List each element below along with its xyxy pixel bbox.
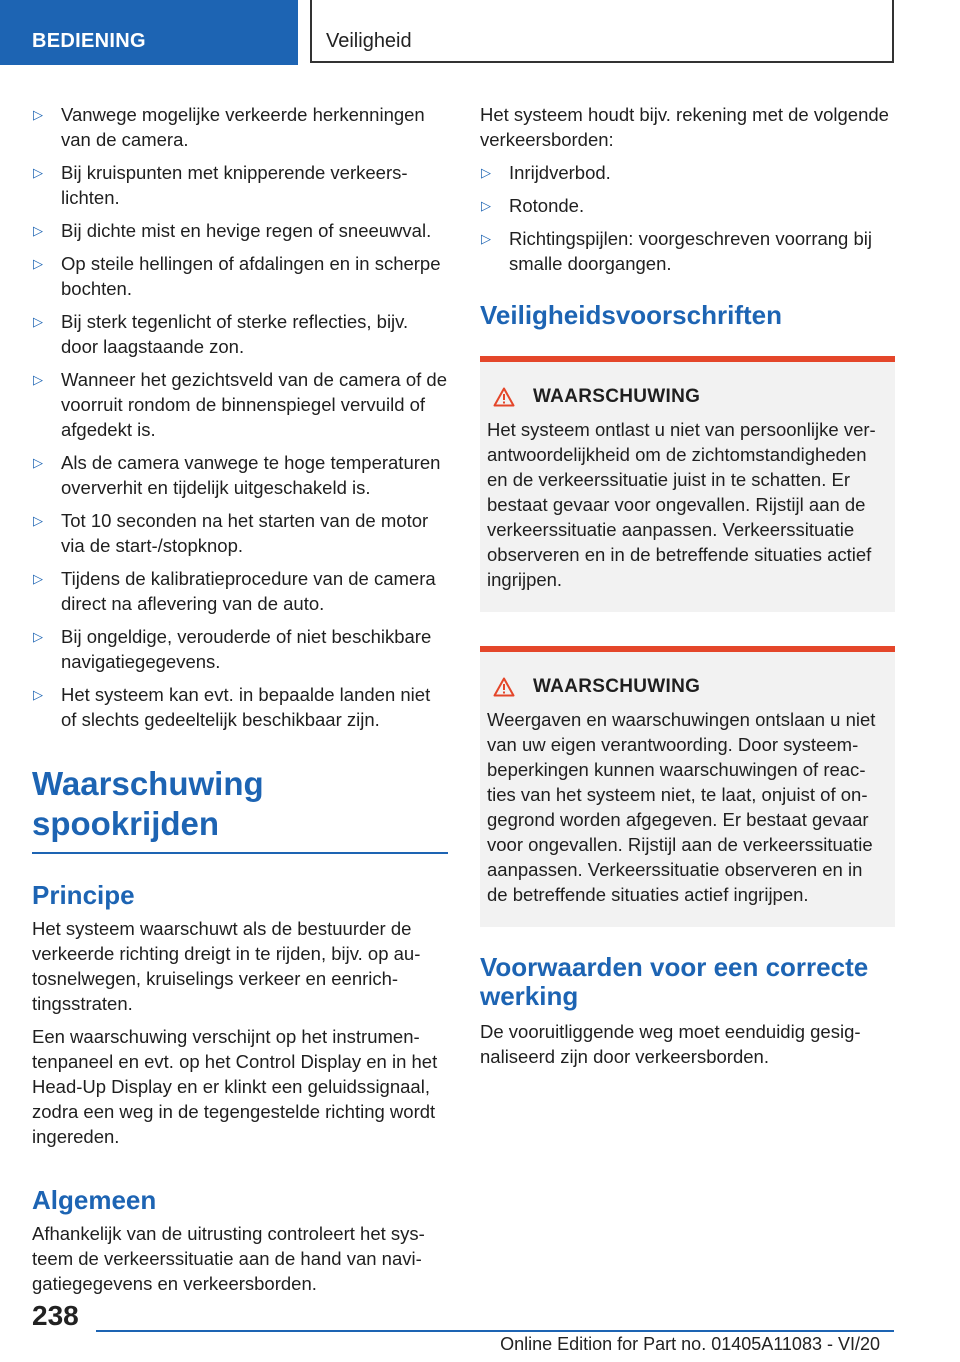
principe-heading: Principe: [32, 880, 135, 910]
warning-triangle-icon: [493, 677, 515, 697]
footer-rule: [96, 1330, 894, 1332]
algemeen-paragraph: Afhankelijk van de uitrusting controleert het systeem de verkeerssituatie aan de hand van navigatiegegevens en verkeersborden.: [32, 1223, 425, 1294]
chapter-header: [310, 0, 894, 63]
limitations-list: [32, 102, 448, 732]
section-title: Waarschuwing spookrijden: [32, 764, 448, 854]
left-column: [32, 102, 448, 1304]
footer-edition: Online Edition for Part no. 01405A11083 - VI/20: [500, 1334, 880, 1354]
algemeen-heading: Algemeen: [32, 1185, 157, 1215]
warning-triangle-icon: [493, 387, 515, 407]
list-item: ▷ Tijdens de kalibratieprocedure van de camera direct na aflevering van de auto.: [32, 566, 448, 616]
warning-text: Weergaven en waarschuwingen ontslaan u niet van uw eigen verantwoording. Door systeembeperkingen kunnen waarschuwingen of reacties van het systeem niet, te laat, onjuist of ongegrond worden afgegeven. Er bestaat gevaar voor ongevallen. Rijstijl aan de verkeerssituatie aanpassen. Verkeerssituatie observeren en in de betreffende situaties actief ingrijpen.: [487, 709, 876, 905]
signs-list: [480, 160, 895, 276]
chapter-label: Veiligheid: [326, 30, 412, 52]
warning-title: [487, 384, 887, 409]
warning-title-label: WAARSCHUWING: [533, 676, 701, 697]
list-item: ▷ Tot 10 seconden na het starten van de motor via de start-/stopknop.: [32, 508, 448, 558]
voorwaarden-paragraph: De vooruitliggende weg moet eenduidig gesignaliseerd zijn door verkeersborden.: [480, 1021, 861, 1067]
list-item: ▷ Bij kruispunten met knipperende verkeerslichten.: [32, 160, 448, 210]
warning-title-label: WAARSCHUWING: [533, 386, 701, 407]
section-label: BEDIENING: [32, 30, 146, 52]
list-item: ▷ Bij dichte mist en hevige regen of sneeuwval.: [32, 218, 448, 243]
list-item: ▷ Als de camera vanwege te hoge temperaturen oververhit en tijdelijk uitgeschakeld is.: [32, 450, 448, 500]
safety-heading: Veiligheidsvoorschriften: [480, 300, 782, 330]
list-item: ▷ Het systeem kan evt. in bepaalde landen niet of slechts gedeeltelijk beschikbaar zijn.: [32, 682, 448, 732]
list-item: ▷ Bij sterk tegenlicht of sterke reflecties, bijv. door laagstaande zon.: [32, 309, 448, 359]
list-item: ▷ Vanwege mogelijke verkeerde herkenningen van de camera.: [32, 102, 448, 152]
section-tab: [0, 0, 298, 65]
list-item: ▷ Inrijdverbod.: [480, 160, 895, 185]
signs-intro: Het systeem houdt bijv. rekening met de volgende verkeersborden:: [480, 104, 889, 150]
list-item: ▷ Op steile hellingen of afdalingen en in scherpe bochten.: [32, 251, 448, 301]
right-column: [480, 102, 895, 1077]
principe-paragraph-2: Een waarschuwing verschijnt op het instrumentenpaneel en evt. op het Control Display en in het Head-Up Display en er klinkt een geluidssignaal, zodra een weg in de tegengestelde richting wordt ingereden.: [32, 1026, 438, 1147]
voorwaarden-heading: Voorwaarden voor een correcte werking: [480, 952, 869, 1011]
warning-title: [487, 674, 887, 699]
page-number: 238: [32, 1300, 79, 1331]
list-item: ▷ Rotonde.: [480, 193, 895, 218]
warning-box: [480, 356, 895, 612]
principe-paragraph-1: Het systeem waarschuwt als de bestuurder de verkeerde richting dreigt in te rijden, bijv. op autosnelwegen, kruiselings verkeer en eenrichtingsstraten.: [32, 918, 421, 1014]
list-item: ▷ Bij ongeldige, verouderde of niet beschikbare navigatiegegevens.: [32, 624, 448, 674]
list-item: ▷ Richtingspijlen: voorgeschreven voorrang bij smalle doorgangen.: [480, 226, 895, 276]
list-item: ▷ Wanneer het gezichtsveld van de camera of de voorruit rondom de binnenspiegel vervuild of afgedekt is.: [32, 367, 448, 442]
warning-text: Het systeem ontlast u niet van persoonlijke verantwoordelijkheid om de zichtomstandigheden en de verkeerssituatie juist in te schatten. Er bestaat gevaar voor ongevallen. Rijstijl aan de verkeerssituatie aanpassen. Verkeerssituatie observeren en in de betreffende situaties actief ingrijpen.: [487, 419, 876, 590]
warning-box: [480, 646, 895, 927]
